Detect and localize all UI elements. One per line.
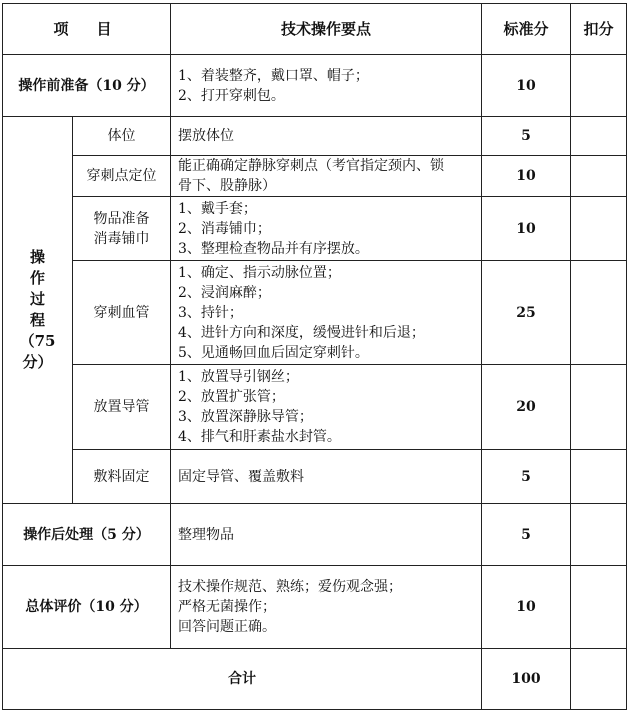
row-process-catheter bbox=[3, 365, 627, 450]
row-process-dressing bbox=[3, 450, 627, 504]
row-total bbox=[3, 649, 627, 710]
points-catheter bbox=[171, 365, 482, 450]
points-position bbox=[171, 117, 482, 156]
point-line: 3、持针； bbox=[178, 304, 243, 321]
deduct-total[interactable] bbox=[571, 649, 627, 710]
score-prep: 10 bbox=[482, 55, 571, 117]
row-post bbox=[3, 504, 627, 566]
row-process-site bbox=[3, 156, 627, 197]
points-overall bbox=[171, 566, 482, 649]
score-overall: 10 bbox=[482, 566, 571, 649]
points-dressing bbox=[171, 450, 482, 504]
category-char: 分） bbox=[22, 353, 53, 371]
point-line: 严格无菌操作； bbox=[178, 599, 277, 615]
header-item-label: 项目 bbox=[53, 20, 140, 38]
point-line: 2、浸润麻醉； bbox=[178, 284, 271, 301]
row-prep bbox=[3, 55, 627, 117]
header-item bbox=[3, 4, 171, 55]
point-line: 固定导管、覆盖敷料 bbox=[178, 468, 305, 485]
category-overall: 总体评价（10 分） bbox=[3, 566, 171, 649]
step-name: 敷料固定 bbox=[73, 450, 171, 504]
header-deduct: 扣分 bbox=[571, 4, 627, 55]
points-puncture bbox=[171, 261, 482, 365]
score-catheter: 20 bbox=[482, 365, 571, 450]
point-line: 1、确定、指示动脉位置； bbox=[178, 264, 341, 281]
header-row bbox=[3, 4, 627, 55]
category-char: 程 bbox=[29, 311, 45, 329]
category-process bbox=[3, 117, 73, 504]
header-points: 技术操作要点 bbox=[171, 4, 482, 55]
deduct-catheter[interactable] bbox=[571, 365, 627, 450]
point-line: 摆放体位 bbox=[178, 128, 235, 144]
points-site bbox=[171, 156, 482, 197]
category-char: 过 bbox=[29, 290, 45, 308]
point-line: 2、打开穿刺包。 bbox=[178, 87, 285, 104]
score-total: 100 bbox=[482, 649, 571, 710]
deduct-post[interactable] bbox=[571, 504, 627, 566]
step-name: 体位 bbox=[73, 117, 171, 156]
points-post bbox=[171, 504, 482, 566]
row-process-puncture bbox=[3, 261, 627, 365]
points-prep bbox=[171, 55, 482, 117]
step-name: 穿刺血管 bbox=[73, 261, 171, 365]
point-line: 骨下、股静脉） bbox=[178, 178, 277, 194]
point-line: 技术操作规范、熟练；爱伤观念强； bbox=[178, 579, 403, 595]
deduct-puncture[interactable] bbox=[571, 261, 627, 365]
row-process-supplies bbox=[3, 197, 627, 261]
score-site: 10 bbox=[482, 156, 571, 197]
step-name-line: 消毒铺巾 bbox=[93, 230, 150, 247]
deduct-site[interactable] bbox=[571, 156, 627, 197]
point-line: 3、整理检查物品并有序摆放。 bbox=[178, 240, 369, 257]
score-supplies: 10 bbox=[482, 197, 571, 261]
deduct-overall[interactable] bbox=[571, 566, 627, 649]
point-line: 整理物品 bbox=[178, 526, 235, 543]
point-line: 2、放置扩张管； bbox=[178, 389, 285, 405]
point-line: 回答问题正确。 bbox=[178, 619, 277, 635]
step-name: 穿刺点定位 bbox=[73, 156, 171, 197]
score-post: 5 bbox=[482, 504, 571, 566]
step-name: 放置导管 bbox=[73, 365, 171, 450]
point-line: 4、进针方向和深度，缓慢进针和后退； bbox=[178, 324, 425, 341]
scoring-table bbox=[2, 3, 627, 710]
score-dressing: 5 bbox=[482, 450, 571, 504]
deduct-prep[interactable] bbox=[571, 55, 627, 117]
category-char: （75 bbox=[19, 332, 56, 350]
score-position: 5 bbox=[482, 117, 571, 156]
point-line: 能正确确定静脉穿刺点（考官指定颈内、锁 bbox=[178, 158, 445, 174]
category-post: 操作后处理（5 分） bbox=[3, 504, 171, 566]
row-overall bbox=[3, 566, 627, 649]
step-name bbox=[73, 197, 171, 261]
deduct-supplies[interactable] bbox=[571, 197, 627, 261]
total-label: 合计 bbox=[3, 649, 482, 710]
point-line: 2、消毒铺巾； bbox=[178, 220, 271, 237]
point-line: 3、放置深静脉导管； bbox=[178, 409, 313, 425]
step-name-line: 物品准备 bbox=[93, 210, 150, 227]
row-process-position bbox=[3, 117, 627, 156]
deduct-dressing[interactable] bbox=[571, 450, 627, 504]
header-standard-score: 标准分 bbox=[482, 4, 571, 55]
point-line: 5、见通畅回血后固定穿刺针。 bbox=[178, 344, 369, 361]
point-line: 4、排气和肝素盐水封管。 bbox=[178, 429, 341, 445]
category-char: 操 bbox=[29, 248, 45, 266]
point-line: 1、着装整齐，戴口罩、帽子； bbox=[178, 67, 369, 84]
points-supplies bbox=[171, 197, 482, 261]
point-line: 1、戴手套； bbox=[178, 200, 257, 217]
score-puncture: 25 bbox=[482, 261, 571, 365]
category-char: 作 bbox=[29, 269, 45, 287]
category-prep: 操作前准备（10 分） bbox=[3, 55, 171, 117]
deduct-position[interactable] bbox=[571, 117, 627, 156]
point-line: 1、放置导引钢丝； bbox=[178, 369, 299, 385]
